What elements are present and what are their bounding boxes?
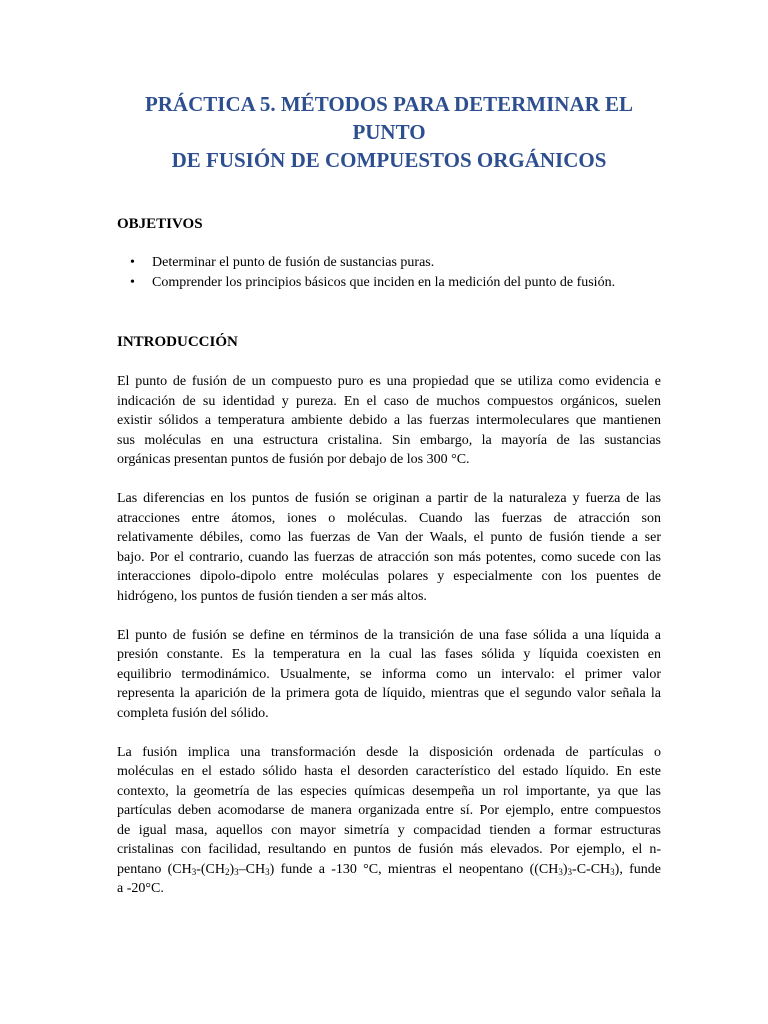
text-line: hidrógeno, los puntos de fusión tienden a ser más altos. (117, 588, 427, 604)
text-line: presión constante. Es la temperatura en la cual las fases sólida y líquida coexisten en (117, 647, 661, 662)
text-line: contexto, la geometría de las especies químicas desempeña un rol importante, ya que las (117, 783, 661, 799)
text-line: indicación de su identidad y pureza. En el caso de muchos compuestos orgánicos, suelen (117, 393, 661, 409)
intro-paragraph-3 (117, 626, 661, 724)
formula-subscript: 3 (234, 866, 239, 877)
text-line: orgánicas presentan puntos de fusión por debajo de los 300 °C. (117, 452, 470, 467)
introduccion-heading: INTRODUCCIÓN (117, 334, 238, 350)
formula-text: –CH (238, 861, 266, 877)
text-line: representa la aparición de la primera gota de líquido, mientras que el segundo valor señala la (117, 686, 661, 701)
title-line-1: PRÁCTICA 5. MÉTODOS PARA DETERMINAR EL PUNTO (144, 92, 634, 144)
text-line: existir sólidos a temperatura ambiente debido a las fuerzas intermoleculares que mantienen (117, 413, 661, 428)
text-line: El punto de fusión de un compuesto puro es una propiedad que se utiliza como evidencia e (117, 374, 661, 389)
text-line: de igual masa, aquellos con mayor simetría y compacidad tienden a formar estructuras (117, 822, 661, 838)
title-line-2: DE FUSIÓN DE COMPUESTOS ORGÁNICOS (171, 148, 607, 172)
text-line: Las diferencias en los puntos de fusión se originan a partir de la naturaleza y fuerza de las (117, 491, 661, 506)
text-line: completa fusión del sólido. (117, 705, 269, 721)
text-line: atracciones entre átomos, iones o moléculas. Cuando las fuerzas de atracción son (117, 510, 661, 526)
formula-line (117, 860, 661, 880)
text-line: relativamente débiles, como las fuerzas de Van der Waals, el punto de fusión tiende a ser (117, 530, 661, 545)
formula-text: -(CH (196, 861, 225, 877)
bullet-icon: • (130, 255, 135, 270)
text-line: interacciones dipolo-dipolo entre moléculas polares y especialmente con los puentes de (117, 569, 661, 584)
formula-subscript: 2 (225, 866, 230, 877)
objetivos-heading: OBJETIVOS (117, 216, 203, 232)
text-line: moléculas en el estado sólido hasta el desorden característico del estado líquido. En este (117, 764, 661, 779)
objetivo-item-2 (117, 273, 661, 293)
formula-text: ) (229, 861, 235, 877)
formula-subscript: 3 (567, 866, 573, 877)
text-line: cristalinas con facilidad, resultando en puntos de fusión más elevados. Por ejemplo, el n- (117, 842, 661, 857)
intro-paragraph-1 (117, 372, 661, 470)
intro-paragraph-4 (117, 743, 661, 899)
text-line: sus moléculas en una estructura cristalina. Sin embargo, la mayoría de las sustancias (117, 432, 661, 448)
formula-subscript: 3 (610, 866, 615, 877)
objetivo-text: Comprender los principios básicos que inciden en la medición del punto de fusión. (152, 275, 616, 290)
text-line: a -20°C. (117, 881, 164, 896)
formula-text: pentano (CH (117, 861, 192, 877)
formula-subscript: 3 (558, 866, 563, 877)
text-line: bajo. Por el contrario, cuando las fuerzas de atracción son más potentes, como sucede con las (117, 549, 661, 565)
formula-text: ) funde a -130 °C, mientras el neopentano ((CH (269, 861, 559, 877)
intro-paragraph-2 (117, 489, 661, 606)
formula-text: ) (562, 861, 568, 877)
text-line: equilibrio termodinámico. Usualmente, se informa como un intervalo: el primer valor (117, 666, 661, 682)
objetivo-text: Determinar el punto de fusión de sustancias puras. (152, 255, 435, 270)
formula-text: ), funde (614, 861, 661, 877)
objetivos-list (117, 253, 661, 293)
bullet-icon: • (130, 275, 135, 290)
formula-text: -C-CH (572, 861, 611, 877)
formula-subscript: 3 (191, 866, 197, 877)
text-line: El punto de fusión se define en términos de la transición de una fase sólida a una líquida a (117, 627, 661, 643)
text-line: partículas deben acomodarse de manera organizada entre sí. Por ejemplo, entre compuestos (117, 803, 661, 818)
formula-subscript: 3 (265, 866, 270, 877)
text-line: La fusión implica una transformación desde la disposición ordenada de partículas o (117, 744, 661, 760)
objetivo-item-1 (117, 253, 661, 273)
page-title (117, 90, 661, 174)
